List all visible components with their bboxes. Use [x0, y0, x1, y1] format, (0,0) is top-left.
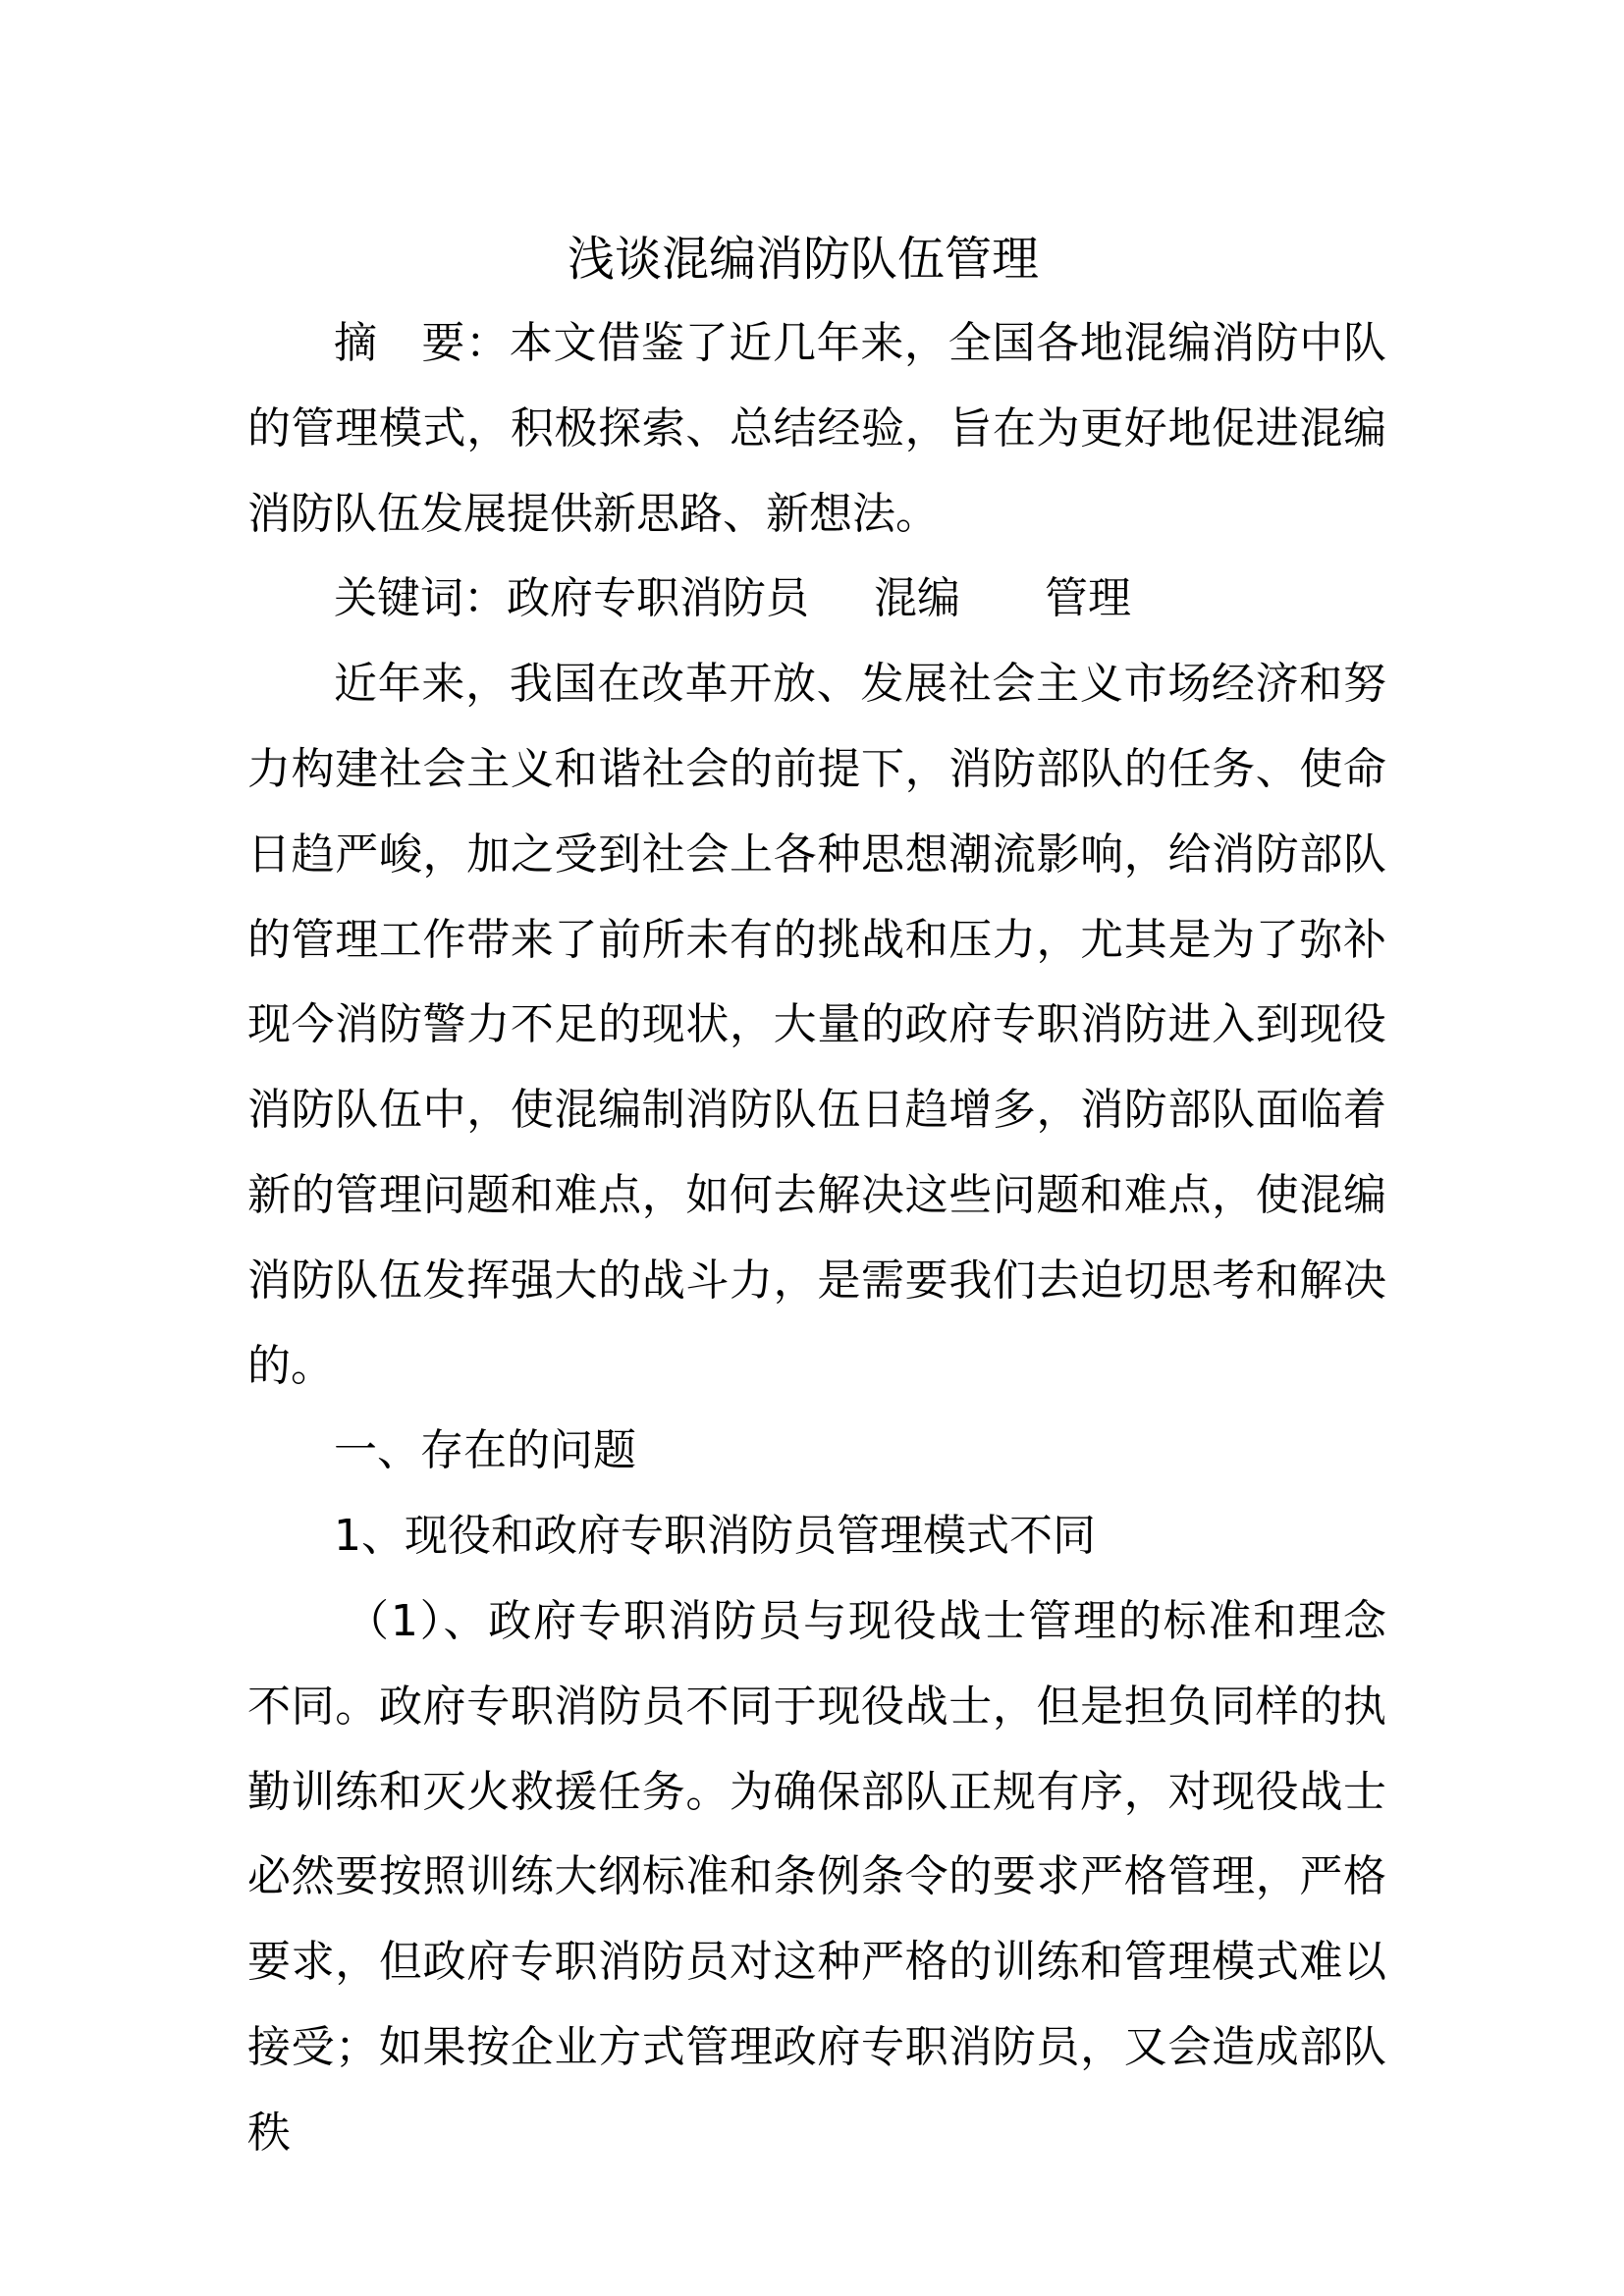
abstract-label: 摘 要： [334, 318, 510, 368]
keyword-item: 管理 [1045, 573, 1131, 624]
document-title: 浅谈混编消防队伍管理 [567, 232, 1039, 287]
document-body [247, 301, 1386, 2176]
keyword-item: 混编 [874, 573, 960, 624]
section-heading: 一、存在的问题 [334, 1425, 636, 1476]
abstract-paragraph [247, 301, 1386, 557]
keywords-label: 关键词： [334, 573, 507, 624]
keyword-item: 政府专职消防员 [507, 573, 809, 624]
subsection-heading: 1、现役和政府专职消防员管理模式不同 [334, 1511, 1096, 1562]
subsection-item-paragraph: （1）、政府专职消防员与现役战士管理的标准和理念不同。政府专职消防员不同于现役战士，但是担负同样的执勤训练和灭火救援任务。为确保部队正规有序，对现役战士必然要按照训练大纲标准和条例条令的要求严格管理，严格要求，但政府专职消防员对这种严格的训练和管理模式难以接受；如果按企业方式管理政府专职消防员，又会造成部队秩 [247, 1595, 1386, 2158]
intro-paragraph: 近年来，我国在改革开放、发展社会主义市场经济和努力构建社会主义和谐社会的前提下，消防部队的任务、使命日趋严峻，加之受到社会上各种思想潮流影响，给消防部队的管理工作带来了前所未有的挑战和压力，尤其是为了弥补现今消防警力不足的现状，大量的政府专职消防进入到现役消防队伍中，使混编制消防队伍日趋增多，消防部队面临着新的管理问题和难点，如何去解决这些问题和难点，使混编消防队伍发挥强大的战斗力，是需要我们去迫切思考和解决的。 [247, 659, 1386, 1391]
keywords-line [247, 557, 1386, 642]
abstract-text: 本文借鉴了近几年来，全国各地混编消防中队的管理模式，积极探索、总结经验，旨在为更好地促进混编消防队伍发展提供新思路、新想法。 [247, 318, 1387, 539]
